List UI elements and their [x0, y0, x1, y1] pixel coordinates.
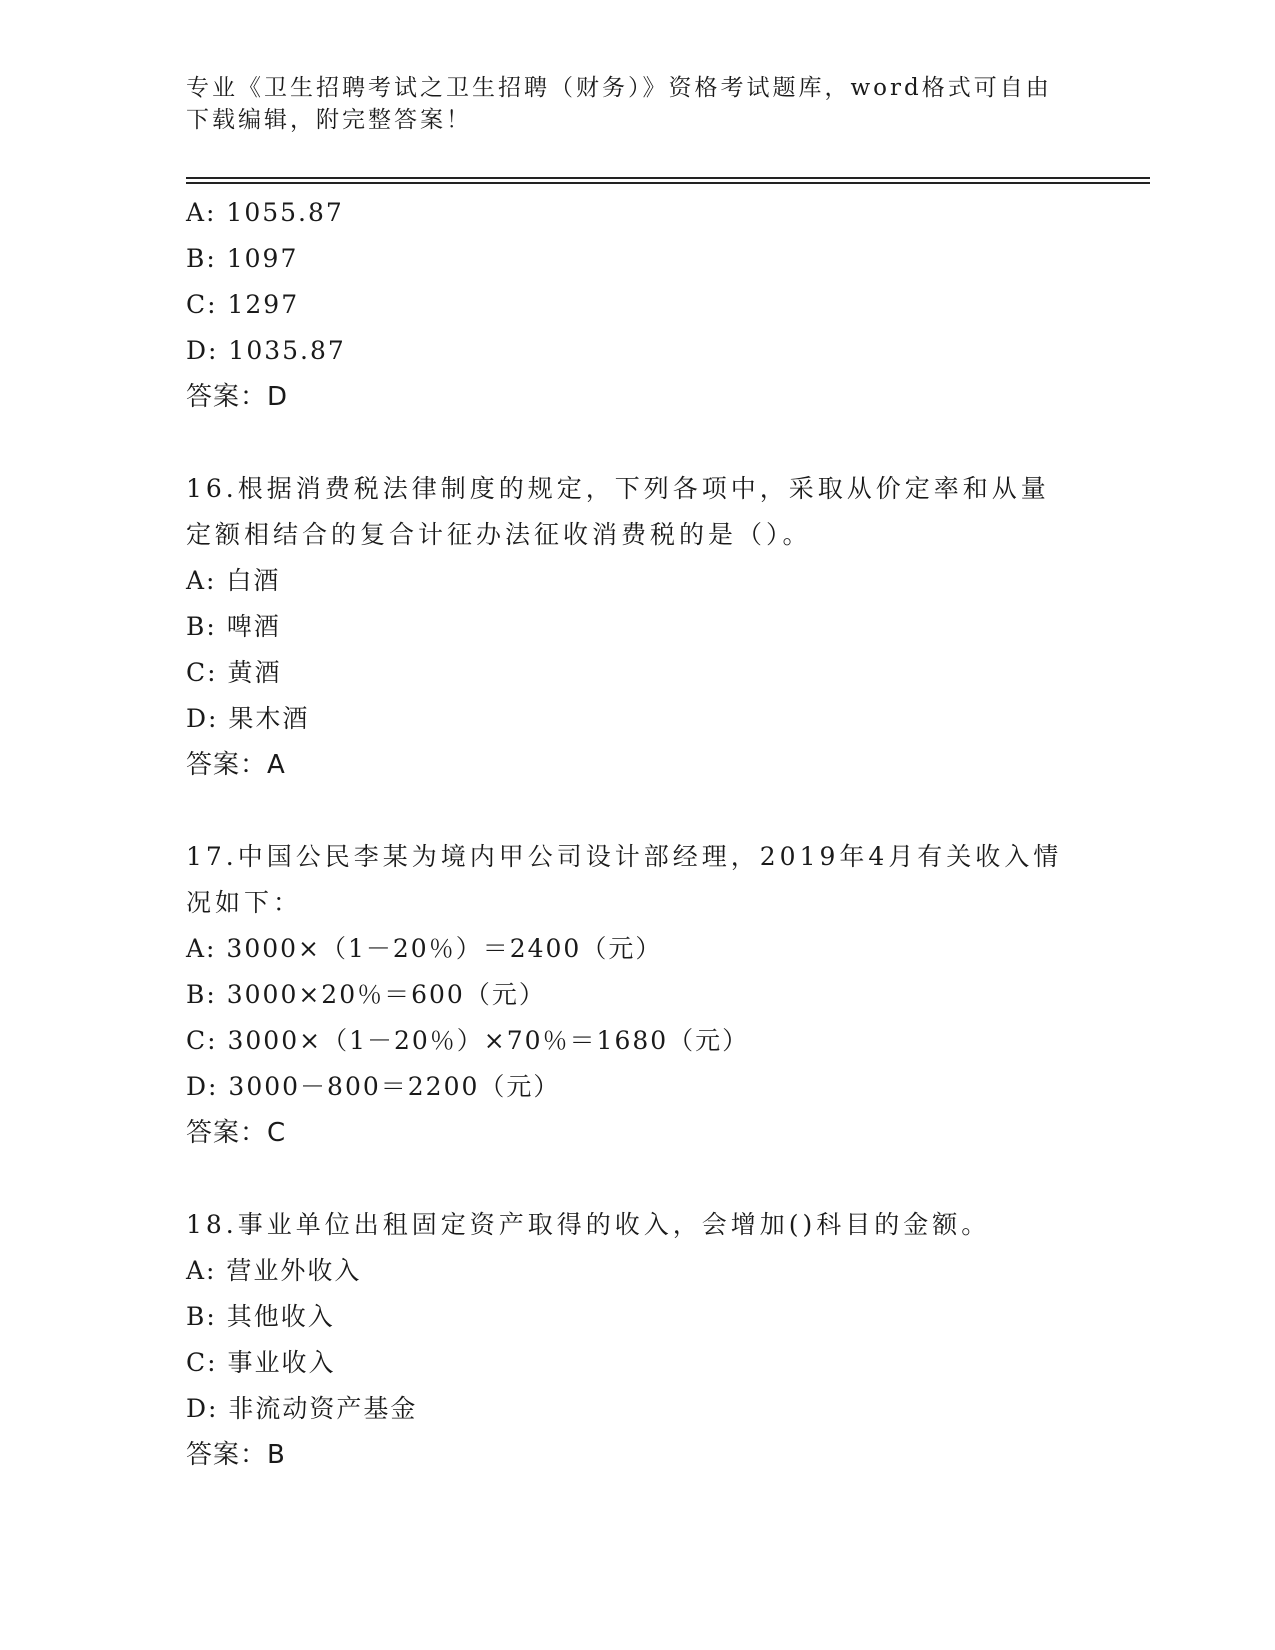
question-16 [186, 466, 1086, 788]
option-b: B: 啤酒 [186, 612, 281, 641]
question-15 [186, 190, 1086, 420]
document-header: 专业《卫生招聘考试之卫生招聘（财务）》资格考试题库，word格式可自由下载编辑，附完整答案！ [186, 75, 1052, 133]
option-d: D: 非流动资产基金 [186, 1394, 418, 1423]
option-c: C: 黄酒 [186, 658, 282, 687]
question-text: 17.中国公民李某为境内甲公司设计部经理，2019年4月有关收入情况如下： [186, 842, 1063, 917]
question-list [186, 190, 1086, 1478]
answer: 答案：A [186, 750, 286, 780]
option-b: B: 1097 [186, 244, 299, 273]
header-divider-bottom [186, 182, 1150, 184]
option-c: C: 1297 [186, 290, 300, 319]
answer: 答案：B [186, 1440, 286, 1470]
option-c: C: 事业收入 [186, 1348, 336, 1377]
option-c: C: 3000×（1－20％）×70％＝1680（元） [186, 1026, 750, 1055]
option-a: A: 营业外收入 [186, 1256, 362, 1285]
header-divider-top [186, 177, 1150, 179]
option-a: A: 白酒 [186, 566, 281, 595]
option-d: D: 3000－800＝2200（元） [186, 1072, 561, 1101]
question-text: 16.根据消费税法律制度的规定，下列各项中，采取从价定率和从量定额相结合的复合计征办法征收消费税的是（）。 [186, 474, 1050, 549]
question-text: 18.事业单位出租固定资产取得的收入，会增加()科目的金额。 [186, 1210, 991, 1239]
option-d: D: 1035.87 [186, 336, 346, 365]
spacer [186, 420, 1086, 466]
spacer [186, 788, 1086, 834]
option-a: A: 1055.87 [186, 198, 344, 227]
question-18 [186, 1202, 1086, 1478]
question-17 [186, 834, 1086, 1156]
option-d: D: 果木酒 [186, 704, 310, 733]
answer: 答案：C [186, 1118, 287, 1148]
spacer [186, 1156, 1086, 1202]
option-b: B: 3000×20％＝600（元） [186, 980, 546, 1009]
answer: 答案：D [186, 382, 289, 412]
option-a: A: 3000×（1－20％）＝2400（元） [186, 934, 663, 963]
option-b: B: 其他收入 [186, 1302, 335, 1331]
